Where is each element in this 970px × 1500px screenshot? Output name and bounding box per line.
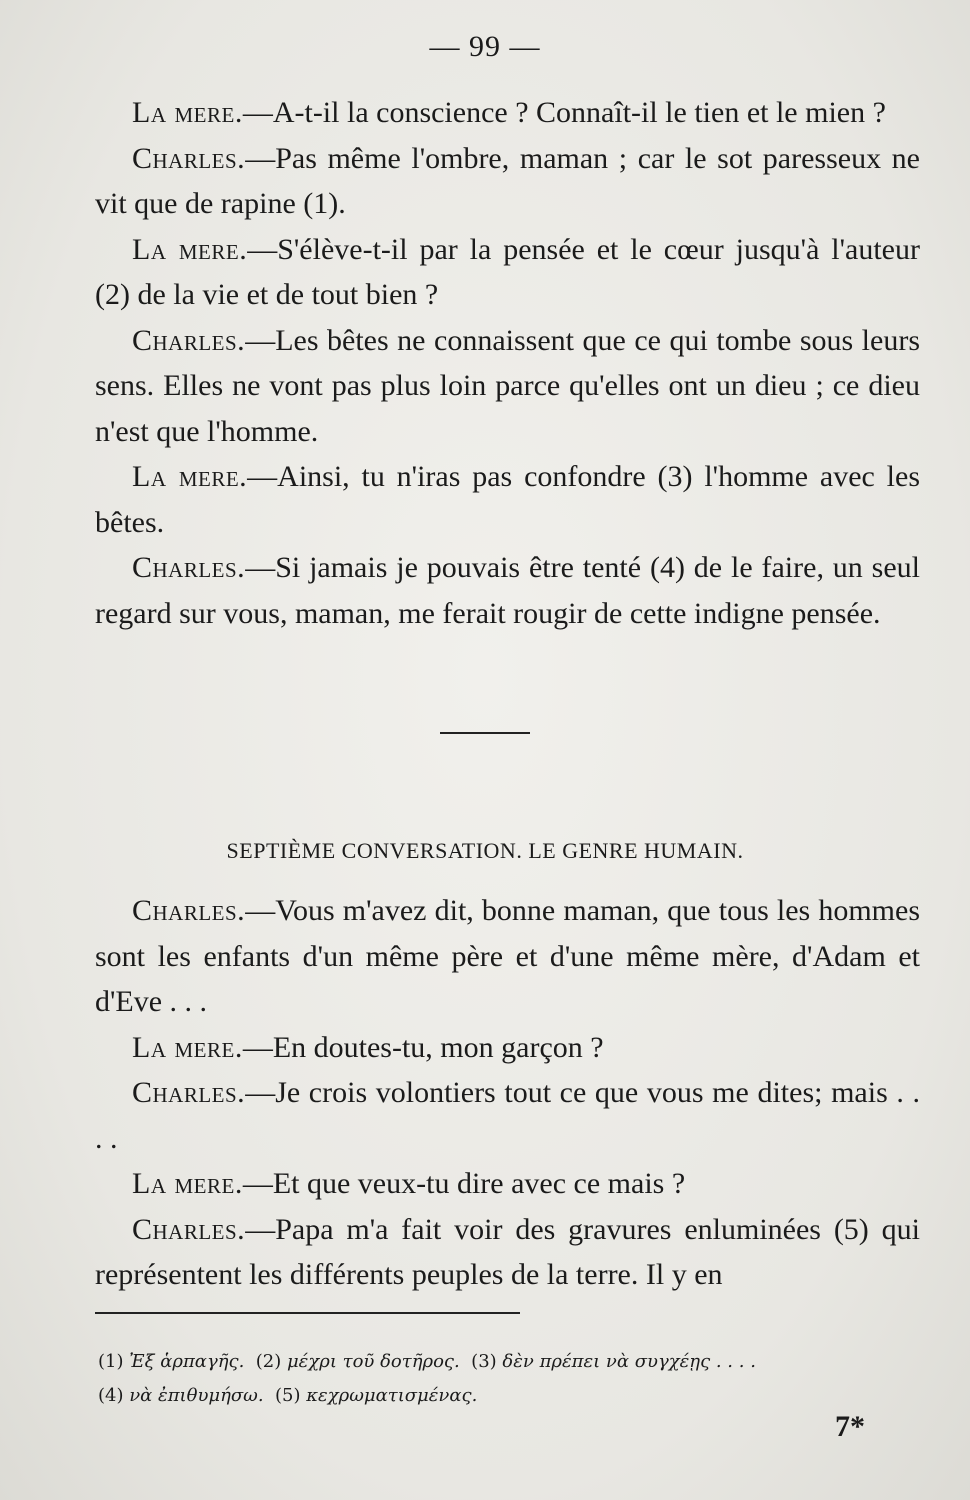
dialogue-part-one xyxy=(95,90,920,636)
footnote-line xyxy=(98,1379,928,1413)
speaker-label: La mere. xyxy=(132,460,248,493)
dialogue-text: —En doutes-tu, mon garçon ? xyxy=(242,1030,604,1064)
footnote-line xyxy=(98,1345,928,1379)
dialogue-text: —Vous m'avez dit, bonne maman, que tous les hommes sont les enfants d'un même père et d'une même mère, d'Adam et d'Eve . . . xyxy=(95,894,920,1018)
dialogue-paragraph xyxy=(95,454,920,545)
footnotes xyxy=(98,1345,928,1413)
footnote-number: (4) xyxy=(98,1385,124,1406)
dialogue-text: —Pas même l'ombre, maman ; car le sot paresseux ne vit que de rapine (1). xyxy=(95,141,920,220)
dialogue-text: —S'élève-t-il par la pensée et le cœur jusqu'à l'auteur (2) de la vie et de tout bien ? xyxy=(95,232,920,311)
dialogue-paragraph xyxy=(95,318,920,455)
speaker-label: Charles. xyxy=(132,894,246,927)
dialogue-text: —Papa m'a fait voir des gravures enluminées (5) qui représentent les différents peuples de la terre. Il y en xyxy=(95,1212,920,1291)
speaker-label: Charles. xyxy=(132,323,246,357)
speaker-label: La mere. xyxy=(132,1167,243,1200)
footnote-text: κεχρωματισμένας. xyxy=(306,1385,478,1406)
signature-mark: 7* xyxy=(835,1410,865,1443)
dialogue-paragraph xyxy=(95,90,920,136)
section-title: SEPTIÈME CONVERSATION. LE GENRE HUMAIN. xyxy=(226,838,744,863)
footnote-text: δὲν πρέπει νὰ συγχέῃς . . . . xyxy=(502,1351,756,1372)
footnote-text: Ἐξ ἁρπαγῆς. xyxy=(129,1351,245,1372)
footnote-number: (1) xyxy=(98,1351,124,1372)
dialogue-paragraph xyxy=(95,888,920,1025)
dialogue-text: —Et que veux-tu dire avec ce mais ? xyxy=(242,1167,686,1200)
dialogue-text: —Ainsi, tu n'iras pas confondre (3) l'homme avec les bêtes. xyxy=(95,460,920,539)
footnote-rule xyxy=(95,1312,520,1314)
dialogue-paragraph xyxy=(95,136,920,227)
speaker-label: Charles. xyxy=(132,1076,246,1109)
dialogue-text: —Les bêtes ne connaissent que ce qui tombe sous leurs sens. Elles ne vont pas plus loin parce qu'elles ont un dieu ; ce dieu n'est que l'homme. xyxy=(95,323,920,448)
dialogue-part-two xyxy=(95,888,920,1298)
footnote-text: νὰ ἐπιθυμήσω. xyxy=(129,1385,264,1406)
dialogue-text: —Je crois volontiers tout ce que vous me dites; mais . . . . xyxy=(95,1076,920,1155)
footnote-number: (5) xyxy=(275,1385,301,1406)
speaker-label: Charles. xyxy=(132,551,246,584)
dialogue-paragraph xyxy=(95,1070,920,1161)
dialogue-text: —A-t-il la conscience ? Connaît-il le tien et le mien ? xyxy=(242,96,886,129)
dialogue-text: —Si jamais je pouvais être tenté (4) de le faire, un seul regard sur vous, maman, me ferait rougir de cette indigne pensée. xyxy=(95,551,920,630)
dialogue-paragraph xyxy=(95,1161,920,1207)
footnote-number: (3) xyxy=(471,1351,497,1372)
speaker-label: La mere. xyxy=(132,1030,243,1064)
dialogue-paragraph xyxy=(95,1025,920,1071)
footnote-number: (2) xyxy=(255,1351,282,1372)
footnote-text: μέχρι τοῦ δοτῆρος. xyxy=(286,1351,460,1372)
section-separator xyxy=(440,732,530,734)
speaker-label: Charles. xyxy=(132,1212,246,1246)
dialogue-paragraph xyxy=(95,545,920,636)
dialogue-paragraph xyxy=(95,227,920,318)
dialogue-paragraph xyxy=(95,1207,920,1298)
speaker-label: Charles. xyxy=(132,141,246,175)
page-number: — 99 — xyxy=(429,30,541,63)
speaker-label: La mere. xyxy=(132,232,248,266)
speaker-label: La mere. xyxy=(132,96,243,129)
